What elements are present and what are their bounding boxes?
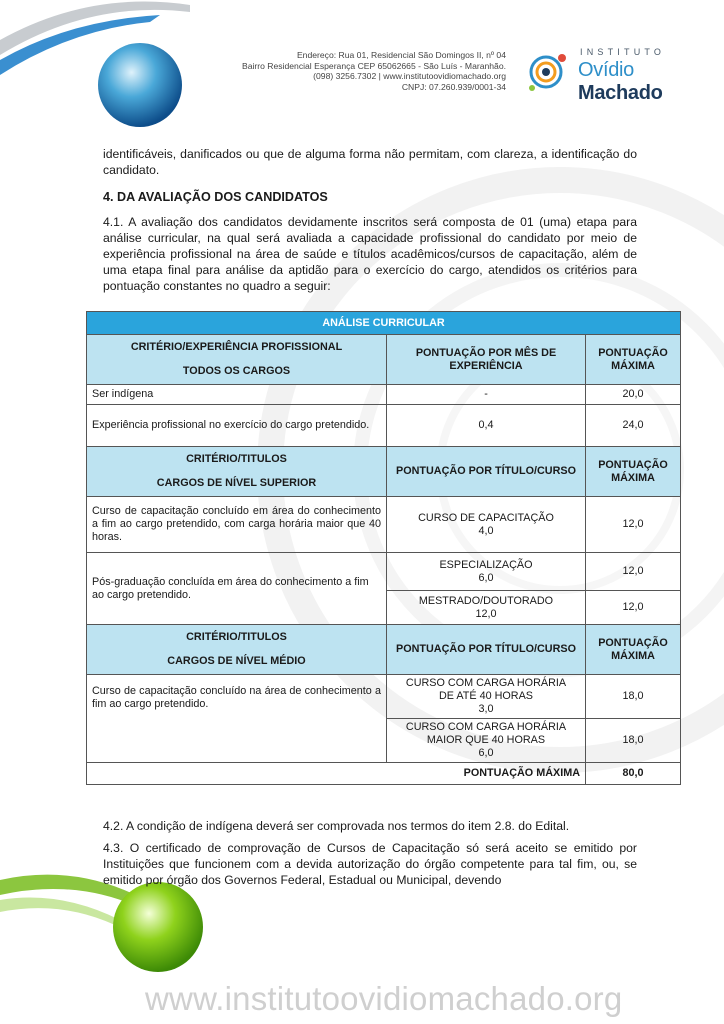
blue-sphere [98, 43, 182, 127]
points-value: 3,0 [478, 703, 494, 715]
total-label: PONTUAÇÃO MÁXIMA [87, 763, 586, 785]
row-max: 12,0 [586, 591, 681, 625]
points-label: CURSO COM CARGA HORÁRIA [405, 721, 567, 733]
row-points [387, 497, 586, 553]
row-max: 12,0 [586, 553, 681, 591]
address-line: Bairro Residencial Esperança CEP 65062665 - São Luís - Maranhão. [241, 60, 506, 71]
row-points: 0,4 [387, 405, 586, 447]
table-row [87, 497, 681, 553]
points-label: ESPECIALIZAÇÃO [439, 558, 533, 571]
paragraph-4-3: 4.3. O certificado de comprovação de Cursos de Capacitação só será aceito se emitido por Instituições que funcionem com a devida autorização do órgão competente para tal fim, ou, se emitido por órgão dos Governos Federal, Estadual ou Municipal, devendo [103, 841, 637, 887]
points-label: MAIOR QUE 40 HORAS [426, 734, 546, 746]
table-row [87, 385, 681, 405]
paragraph-4-2: 4.2. A condição de indígena deverá ser comprovada nos termos do item 2.8. do Edital. [103, 819, 570, 833]
criteria-header [87, 335, 387, 385]
row-max: 18,0 [586, 675, 681, 719]
max-header: PONTUAÇÃO MÁXIMA [586, 335, 681, 385]
row-max: 12,0 [586, 497, 681, 553]
address-line: CNPJ: 07.260.939/0001-34 [401, 81, 506, 92]
criteria-line1: CRITÉRIO/TITULOS [186, 453, 287, 465]
row-points: - [387, 385, 586, 405]
points-header: PONTUAÇÃO POR TÍTULO/CURSO [387, 447, 586, 497]
criteria-line2: CARGOS DE NÍVEL SUPERIOR [156, 477, 317, 489]
points-label: DE ATÉ 40 HORAS [438, 690, 533, 702]
footer-url: www.institutoovidiomachado.org [145, 980, 623, 1017]
criteria-line1: CRITÉRIO/TITULOS [186, 631, 287, 643]
logo-top-text: INSTITUTO [580, 47, 666, 57]
address-line: Endereço: Rua 01, Residencial São Domingos II, nº 04 [296, 50, 506, 60]
row-desc: Experiência profissional no exercício do cargo pretendido. [87, 405, 387, 447]
address-line: (098) 3256.7302 | www.institutoovidiomachado.org [313, 71, 506, 82]
points-value: 12,0 [475, 607, 497, 620]
row-desc: Curso de capacitação concluído em área do conhecimento a fim ao cargo pretendido, com carga horária maior que 40 horas. [87, 497, 387, 553]
header-address [190, 50, 506, 92]
row-max: 24,0 [586, 405, 681, 447]
points-label: MESTRADO/DOUTORADO [418, 594, 554, 607]
logo-name-b: Machado [578, 82, 663, 104]
points-label: CURSO COM CARGA HORÁRIA [405, 677, 567, 689]
green-sphere [113, 882, 203, 972]
row-points [387, 675, 586, 719]
criteria-line2: CARGOS DE NÍVEL MÉDIO [167, 655, 306, 667]
table-title: ANÁLISE CURRICULAR [87, 312, 681, 335]
logo-name-a: Ovídio [578, 59, 635, 81]
criteria-header [87, 447, 387, 497]
table-row [87, 675, 681, 719]
criteria-header [87, 625, 387, 675]
row-max: 18,0 [586, 719, 681, 763]
curricular-analysis-table [86, 311, 681, 785]
points-value: 6,0 [478, 571, 494, 584]
row-points [387, 553, 586, 591]
total-row [87, 763, 681, 785]
table-row [87, 553, 681, 591]
row-desc: Pós-graduação concluída em área do conhecimento a fim ao cargo pretendido. [87, 553, 387, 625]
section-title: 4. DA AVALIAÇÃO DOS CANDIDATOS [103, 190, 328, 204]
intro-text: identificáveis, danificados ou que de alguma forma não permitam, com clareza, a identificação do candidato. [103, 147, 637, 177]
logo-name [578, 59, 706, 105]
total-value: 80,0 [586, 763, 681, 785]
criteria-line1: CRITÉRIO/EXPERIÊNCIA PROFISSIONAL [130, 341, 343, 353]
paragraph-4-1: 4.1. A avaliação dos candidatos devidamente inscritos será composta de 01 (uma) etapa para análise curricular, na qual será avaliada a capacidade profissional do candidato por meio de experiência profissional na área de saúde e títulos acadêmicos/cursos de capacitação, além de uma etapa final para análise da aptidão para o exercício do cargo, atendidos os critérios para pontuação constantes no quadro a seguir: [103, 215, 637, 293]
points-value: 6,0 [478, 747, 494, 759]
row-points [387, 591, 586, 625]
logo-icon [526, 48, 574, 96]
row-desc: Ser indígena [87, 385, 387, 405]
row-desc: Curso de capacitação concluído na área de conhecimento a fim ao cargo pretendido. [87, 675, 387, 763]
criteria-line2: TODOS OS CARGOS [182, 365, 291, 377]
institute-logo [526, 46, 706, 104]
row-max: 20,0 [586, 385, 681, 405]
points-label: CURSO DE CAPACITAÇÃO [418, 511, 554, 524]
points-header: PONTUAÇÃO POR MÊS DE EXPERIÊNCIA [387, 335, 586, 385]
table-row [87, 405, 681, 447]
max-header: PONTUAÇÃO MÁXIMA [586, 625, 681, 675]
points-header: PONTUAÇÃO POR TÍTULO/CURSO [387, 625, 586, 675]
points-value: 4,0 [478, 524, 494, 537]
max-header: PONTUAÇÃO MÁXIMA [586, 447, 681, 497]
row-points [387, 719, 586, 763]
